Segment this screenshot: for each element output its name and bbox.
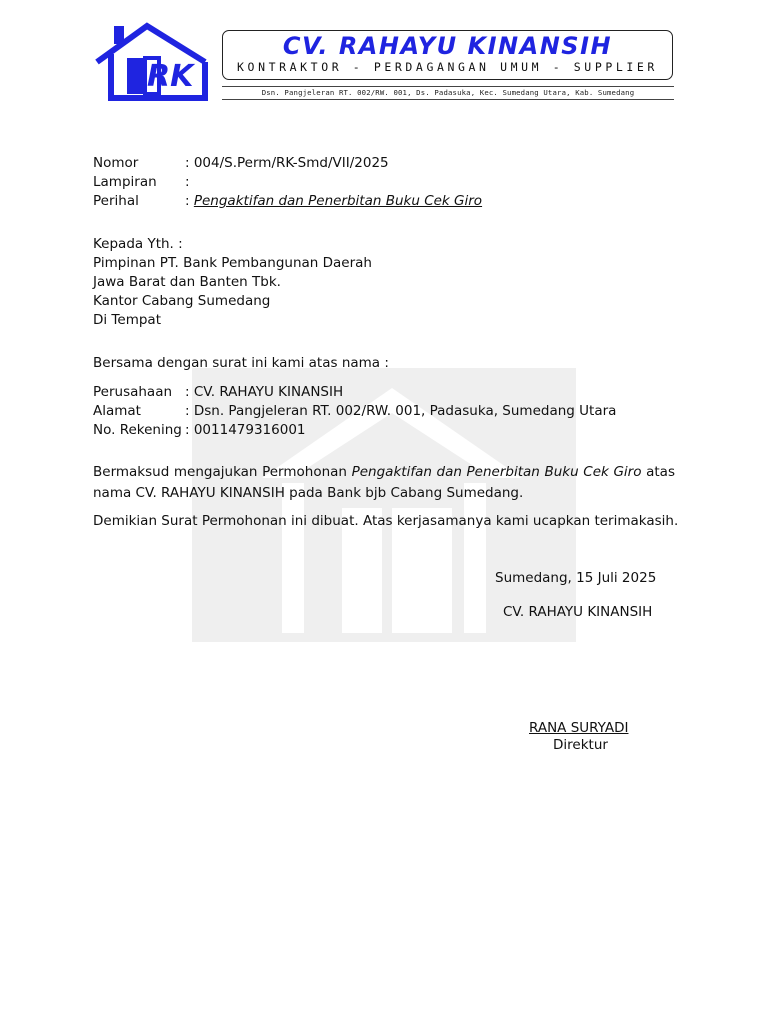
letterhead-title-box [222, 30, 673, 80]
letterhead-address: Dsn. Pangjeleran RT. 002/RW. 001, Ds. Padasuka, Kec. Sumedang Utara, Kab. Sumedang [261, 88, 635, 97]
company-name: CV. RAHAYU KINANSIH [282, 32, 613, 60]
signer-title: Direktur [553, 737, 608, 753]
perihal-colon: : [185, 193, 190, 209]
body-paragraph-2: Demikian Surat Permohonan ini dibuat. Atas kerjasamanya kami ucapkan terimakasih. [93, 513, 679, 529]
lampiran-label: Lampiran [93, 174, 157, 190]
company-logo-icon [93, 22, 211, 102]
perihal-field [185, 192, 482, 210]
recipient-greeting: Kepada Yth. : [93, 236, 183, 252]
logo-letters: RK [147, 59, 194, 94]
perusahaan-label: Perusahaan [93, 384, 173, 400]
recipient-line-3: Kantor Cabang Sumedang [93, 293, 271, 309]
p1-line-2: nama CV. RAHAYU KINANSIH pada Bank bjb Cabang Sumedang. [93, 485, 524, 501]
alamat-label: Alamat [93, 403, 141, 419]
nomor-label: Nomor [93, 155, 139, 171]
lampiran-value: : [185, 174, 190, 190]
perihal-label: Perihal [93, 193, 139, 209]
letterhead-rule-top [222, 86, 674, 87]
recipient-line-4: Di Tempat [93, 312, 161, 328]
letterhead-rule-bottom [222, 99, 674, 100]
intro-text: Bersama dengan surat ini kami atas nama : [93, 355, 389, 371]
closing-company: CV. RAHAYU KINANSIH [503, 604, 653, 620]
alamat-value: : Dsn. Pangjeleran RT. 002/RW. 001, Padasuka, Sumedang Utara [185, 403, 617, 419]
rekening-label: No. Rekening [93, 422, 182, 438]
perusahaan-value: : CV. RAHAYU KINANSIH [185, 384, 344, 400]
rekening-value: : 0011479316001 [185, 422, 306, 438]
signer-name: RANA SURYADI [529, 720, 629, 736]
nomor-value: : 004/S.Perm/RK-Smd/VII/2025 [185, 155, 389, 171]
perihal-value: Pengaktifan dan Penerbitan Buku Cek Giro [193, 193, 483, 209]
company-tagline: KONTRAKTOR - PERDAGANGAN UMUM - SUPPLIER [237, 60, 658, 74]
p1-part-2: atas [641, 464, 675, 480]
closing-place-date: Sumedang, 15 Juli 2025 [495, 570, 657, 586]
p1-italic: Pengaktifan dan Penerbitan Buku Cek Giro [351, 464, 642, 480]
p1-part-1: Bermaksud mengajukan Permohonan [93, 464, 352, 480]
recipient-line-2: Jawa Barat dan Banten Tbk. [93, 274, 281, 290]
body-paragraph-1 [93, 462, 675, 504]
recipient-line-1: Pimpinan PT. Bank Pembangunan Daerah [93, 255, 372, 271]
